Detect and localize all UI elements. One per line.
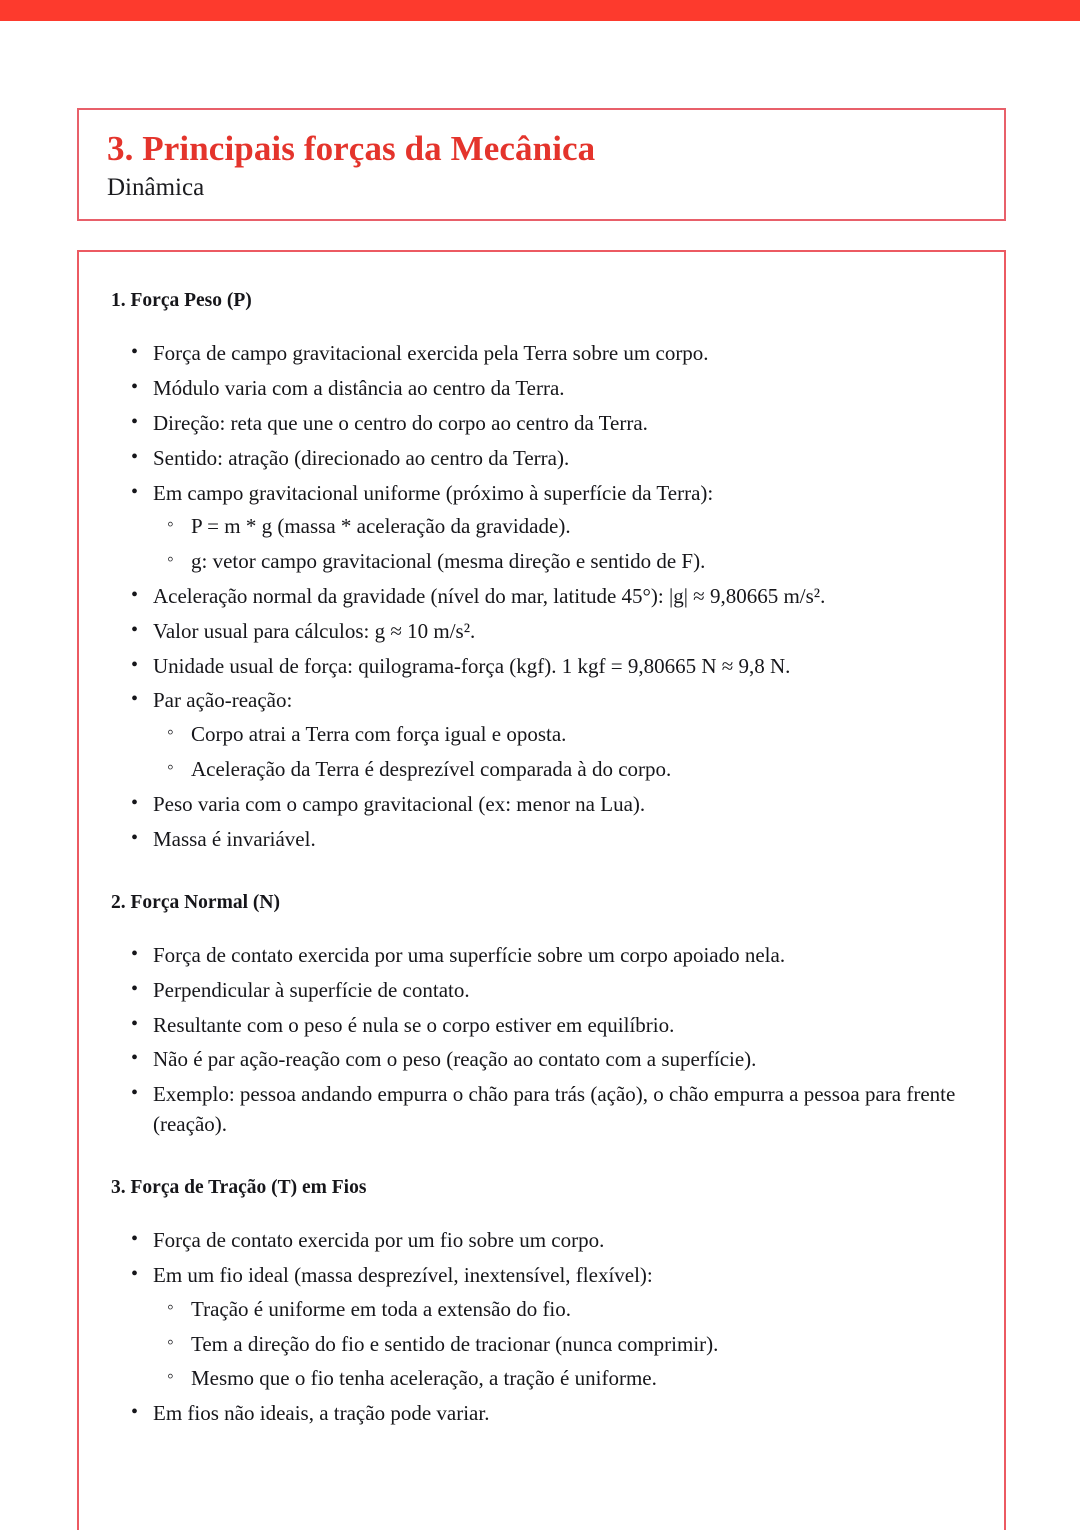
list-item (109, 479, 974, 577)
sub-bullet-list (153, 1295, 974, 1394)
list-item-text: • Em fios não ideais, a tração pode variar. (153, 1401, 490, 1426)
section-spacer (109, 1145, 974, 1175)
list-item-text: • Módulo varia com a distância ao centro da Terra. (153, 376, 565, 401)
list-item-text: • Unidade usual de força: quilograma-força (kgf). 1 kgf = 9,80665 N ≈ 9,8 N. (153, 653, 791, 678)
list-item-text: • Direção: reta que une o centro do corpo ao centro da Terra. (153, 410, 648, 435)
list-item (109, 652, 974, 682)
section-heading: 3. Força de Tração (T) em Fios (111, 1176, 367, 1198)
list-item (109, 582, 974, 612)
list-item-text: • Peso varia com o campo gravitacional (ex: menor na Lua). (153, 791, 646, 816)
list-item (109, 339, 974, 369)
list-item (109, 1045, 974, 1075)
sub-list-item: ◦ g: vetor campo gravitacional (mesma direção e sentido de F). (153, 547, 974, 577)
bullet-list (109, 941, 974, 1140)
sub-bullet-list (153, 512, 974, 577)
list-item-text: • Força de campo gravitacional exercida pela Terra sobre um corpo. (153, 341, 709, 366)
sub-list-item: ◦ P = m * g (massa * aceleração da gravidade). (153, 512, 974, 542)
page-subtitle: Dinâmica (107, 174, 205, 202)
list-item-text: • Valor usual para cálculos: g ≈ 10 m/s². (153, 618, 476, 643)
list-item (109, 941, 974, 971)
document-body-card (77, 250, 1006, 1530)
document-header-card (77, 108, 1006, 221)
top-red-banner (0, 0, 1080, 21)
list-item (109, 790, 974, 820)
list-item (109, 1226, 974, 1256)
list-item-text: • Exemplo: pessoa andando empurra o chão para trás (ação), o chão empurra a pessoa para frente (reação). (153, 1082, 956, 1136)
list-item (109, 825, 974, 855)
sub-bullet-list (153, 720, 974, 785)
list-item (109, 976, 974, 1006)
bullet-list (109, 1226, 974, 1429)
bullet-list (109, 339, 974, 854)
list-item (109, 686, 974, 784)
list-item-text: • Sentido: atração (direcionado ao centro da Terra). (153, 445, 570, 470)
list-item (109, 1080, 974, 1140)
page-title: 3. Principais forças da Mecânica (107, 129, 596, 168)
section-heading: 1. Força Peso (P) (111, 290, 252, 311)
list-item (109, 617, 974, 647)
list-item-text: • Aceleração normal da gravidade (nível do mar, latitude 45°): |g| ≈ 9,80665 m/s². (153, 584, 826, 609)
sections-container (109, 288, 974, 1429)
sub-list-item: ◦ Aceleração da Terra é desprezível comparada à do corpo. (153, 755, 974, 785)
section (109, 1175, 974, 1429)
list-item-text: • Não é par ação-reação com o peso (reação ao contato com a superfície). (153, 1047, 757, 1072)
list-item-text: • Força de contato exercida por uma superfície sobre um corpo apoiado nela. (153, 942, 786, 967)
list-item-text: • Em um fio ideal (massa desprezível, inextensível, flexível): (153, 1262, 653, 1287)
sub-list-item: ◦ Mesmo que o fio tenha aceleração, a tração é uniforme. (153, 1364, 974, 1394)
sub-list-item: ◦ Corpo atrai a Terra com força igual e oposta. (153, 720, 974, 750)
list-item (109, 409, 974, 439)
list-item-text: • Massa é invariável. (153, 826, 316, 851)
list-item (109, 1261, 974, 1394)
section (109, 288, 974, 855)
list-item-text: • Perpendicular à superfície de contato. (153, 977, 470, 1002)
section (109, 890, 974, 1140)
section-heading: 2. Força Normal (N) (111, 891, 280, 913)
list-item-text: • Em campo gravitacional uniforme (próximo à superfície da Terra): (153, 480, 714, 505)
list-item (109, 1399, 974, 1429)
list-item-text: • Resultante com o peso é nula se o corpo estiver em equilíbrio. (153, 1012, 675, 1037)
list-item (109, 444, 974, 474)
list-item (109, 374, 974, 404)
sub-list-item: ◦ Tem a direção do fio e sentido de tracionar (nunca comprimir). (153, 1330, 974, 1360)
list-item-text: • Par ação-reação: (153, 688, 293, 713)
list-item-text: • Força de contato exercida por um fio sobre um corpo. (153, 1228, 605, 1253)
list-item (109, 1011, 974, 1041)
section-spacer (109, 860, 974, 890)
document-page (0, 108, 1080, 1530)
sub-list-item: ◦ Tração é uniforme em toda a extensão do fio. (153, 1295, 974, 1325)
